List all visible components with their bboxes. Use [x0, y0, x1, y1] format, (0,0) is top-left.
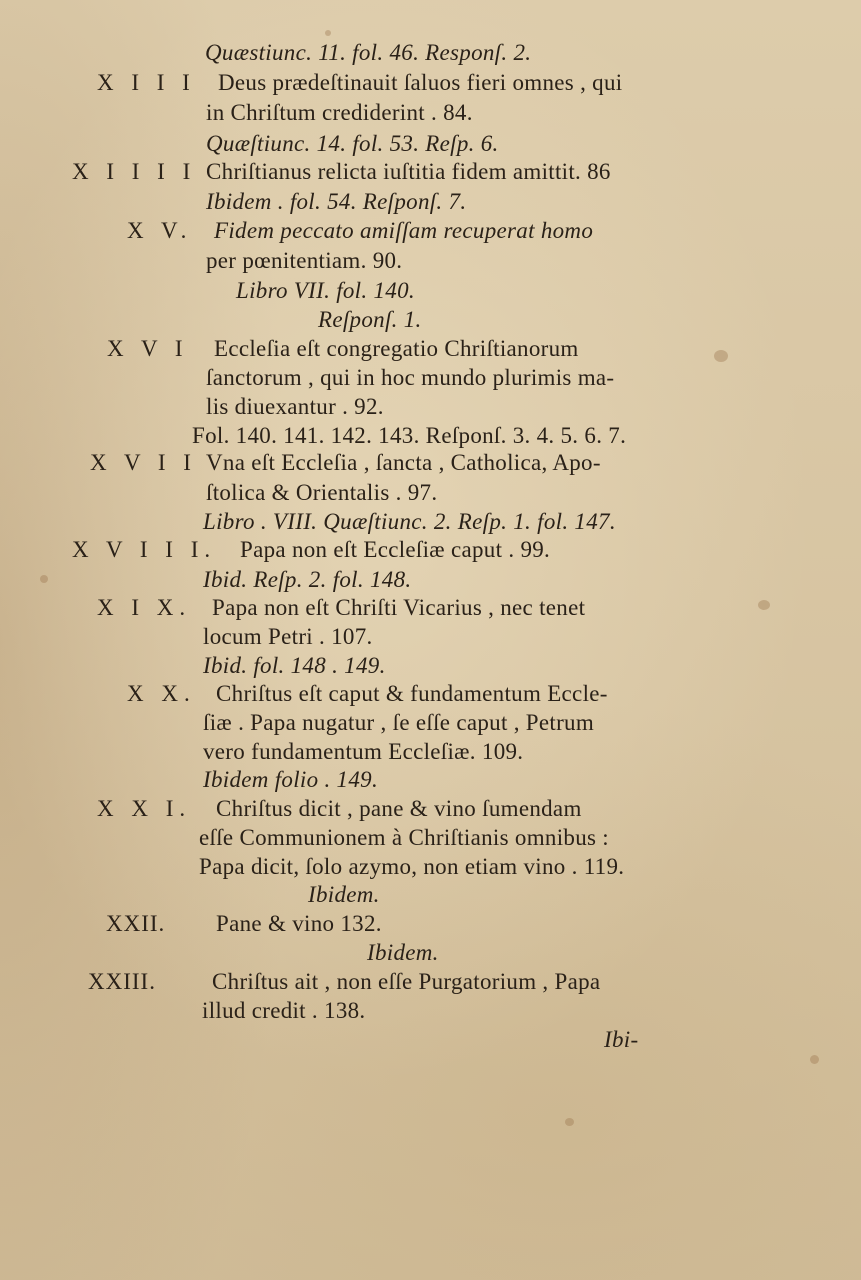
index-entry: [0, 565, 861, 595]
index-entry: [0, 129, 861, 159]
index-entry: [0, 216, 861, 246]
index-entry: [0, 880, 861, 910]
entry-number: X V I: [107, 336, 189, 361]
entry-number: X I I I: [97, 70, 196, 95]
entry-text: Reſponſ. 1.: [318, 307, 422, 332]
entry-text: Quæstiunc. 11. fol. 46. Responſ. 2.: [205, 40, 532, 65]
paper-stain: [810, 1055, 819, 1064]
entry-text: Ibidem.: [367, 940, 439, 965]
entry-text: Ibidem folio . 149.: [203, 767, 378, 792]
index-entry: [0, 507, 861, 537]
entry-number: X V I I I.: [72, 537, 217, 562]
index-entry: [0, 708, 861, 738]
index-entry: [0, 363, 861, 393]
entry-text: eſſe Communionem à Chriſtianis omnibus :: [199, 825, 609, 850]
entry-number: X X I.: [97, 796, 192, 821]
index-entry: [0, 737, 861, 767]
entry-text: ſtolica & Orientalis . 97.: [206, 480, 438, 505]
index-entry: [0, 392, 861, 422]
entry-number: X I I I I: [72, 159, 197, 184]
index-entry: [0, 38, 861, 68]
index-entry: [0, 622, 861, 652]
index-entry: [0, 276, 861, 306]
index-entry: [0, 187, 861, 217]
index-entry: [0, 448, 861, 478]
index-entry: [0, 98, 861, 128]
entry-text: Vna eſt Eccleſia , ſancta , Catholica, Apo-: [206, 450, 601, 475]
entry-number: X X.: [127, 681, 196, 706]
entry-text: Pane & vino 132.: [216, 911, 382, 936]
index-entry: [0, 938, 861, 968]
paper-stain: [565, 1118, 574, 1126]
entry-text: Fol. 140. 141. 142. 143. Reſponſ. 3. 4. 5. 6. 7.: [192, 423, 627, 448]
entry-text: Libro VII. fol. 140.: [236, 278, 415, 303]
entry-number: X V.: [127, 218, 193, 243]
entry-text: per pœnitentiam. 90.: [206, 248, 403, 273]
entry-text: Papa dicit, ſolo azymo, non etiam vino . 119.: [199, 854, 625, 879]
entry-text: Papa non eſt Eccleſiæ caput . 99.: [240, 537, 551, 562]
entry-text: Ibidem . fol. 54. Reſponſ. 7.: [206, 189, 467, 214]
index-entry: [0, 651, 861, 681]
index-entry: [0, 823, 861, 853]
entry-text: Chriſtus dicit , pane & vino ſumendam: [216, 796, 582, 821]
index-entry: [0, 334, 861, 364]
entry-text: Libro . VIII. Quæſtiunc. 2. Reſp. 1. fol. 147.: [203, 509, 616, 534]
entry-text: ſiæ . Papa nugatur , ſe eſſe caput , Petrum: [203, 710, 595, 735]
index-entry: [0, 967, 861, 997]
entry-text: Fidem peccato amiſſam recuperat homo: [214, 218, 594, 243]
index-entry: [0, 765, 861, 795]
index-entry: [0, 679, 861, 709]
index-entry: [0, 421, 861, 451]
entry-text: Eccleſia eſt congregatio Chriſtianorum: [214, 336, 579, 361]
index-entry: [0, 794, 861, 824]
index-entry: [0, 996, 861, 1026]
entry-number: XXII.: [106, 911, 166, 936]
index-entry: [0, 478, 861, 508]
index-entry: [0, 535, 861, 565]
paper-stain: [325, 30, 331, 36]
entry-text: Ibid. fol. 148 . 149.: [203, 653, 386, 678]
entry-text: Ibidem.: [308, 882, 380, 907]
entry-text: Ibid. Reſp. 2. fol. 148.: [203, 567, 412, 592]
entry-text: Papa non eſt Chriſti Vicarius , nec tenet: [212, 595, 586, 620]
entry-text: Quæſtiunc. 14. fol. 53. Reſp. 6.: [206, 131, 499, 156]
entry-text: illud credit . 138.: [202, 998, 366, 1023]
entry-text: Chriſtus eſt caput & fundamentum Eccle-: [216, 681, 608, 706]
entry-text: lis diuexantur . 92.: [206, 394, 384, 419]
entry-number: X V I I: [90, 450, 197, 475]
entry-text: Chriſtus ait , non eſſe Purgatorium , Papa: [212, 969, 601, 994]
entry-number: X I X.: [97, 595, 192, 620]
index-entry: [0, 305, 861, 335]
index-entry: [0, 852, 861, 882]
entry-text: locum Petri . 107.: [203, 624, 373, 649]
entry-text: vero fundamentum Eccleſiæ. 109.: [203, 739, 524, 764]
index-entry: [0, 157, 861, 187]
catchword: Ibi-: [604, 1027, 639, 1052]
index-entry: [0, 909, 861, 939]
index-entry: [0, 246, 861, 276]
entry-text: ſanctorum , qui in hoc mundo plurimis ma-: [206, 365, 615, 390]
entry-text: Chriſtianus relicta iuſtitia fidem amittit. 86: [206, 159, 611, 184]
catchword-line: [0, 1025, 861, 1055]
entry-number: XXIII.: [88, 969, 156, 994]
index-entry: [0, 68, 861, 98]
index-entry: [0, 593, 861, 623]
entry-text: Deus prædeſtinauit ſaluos fieri omnes , qui: [218, 70, 623, 95]
entry-text: in Chriſtum crediderint . 84.: [206, 100, 473, 125]
